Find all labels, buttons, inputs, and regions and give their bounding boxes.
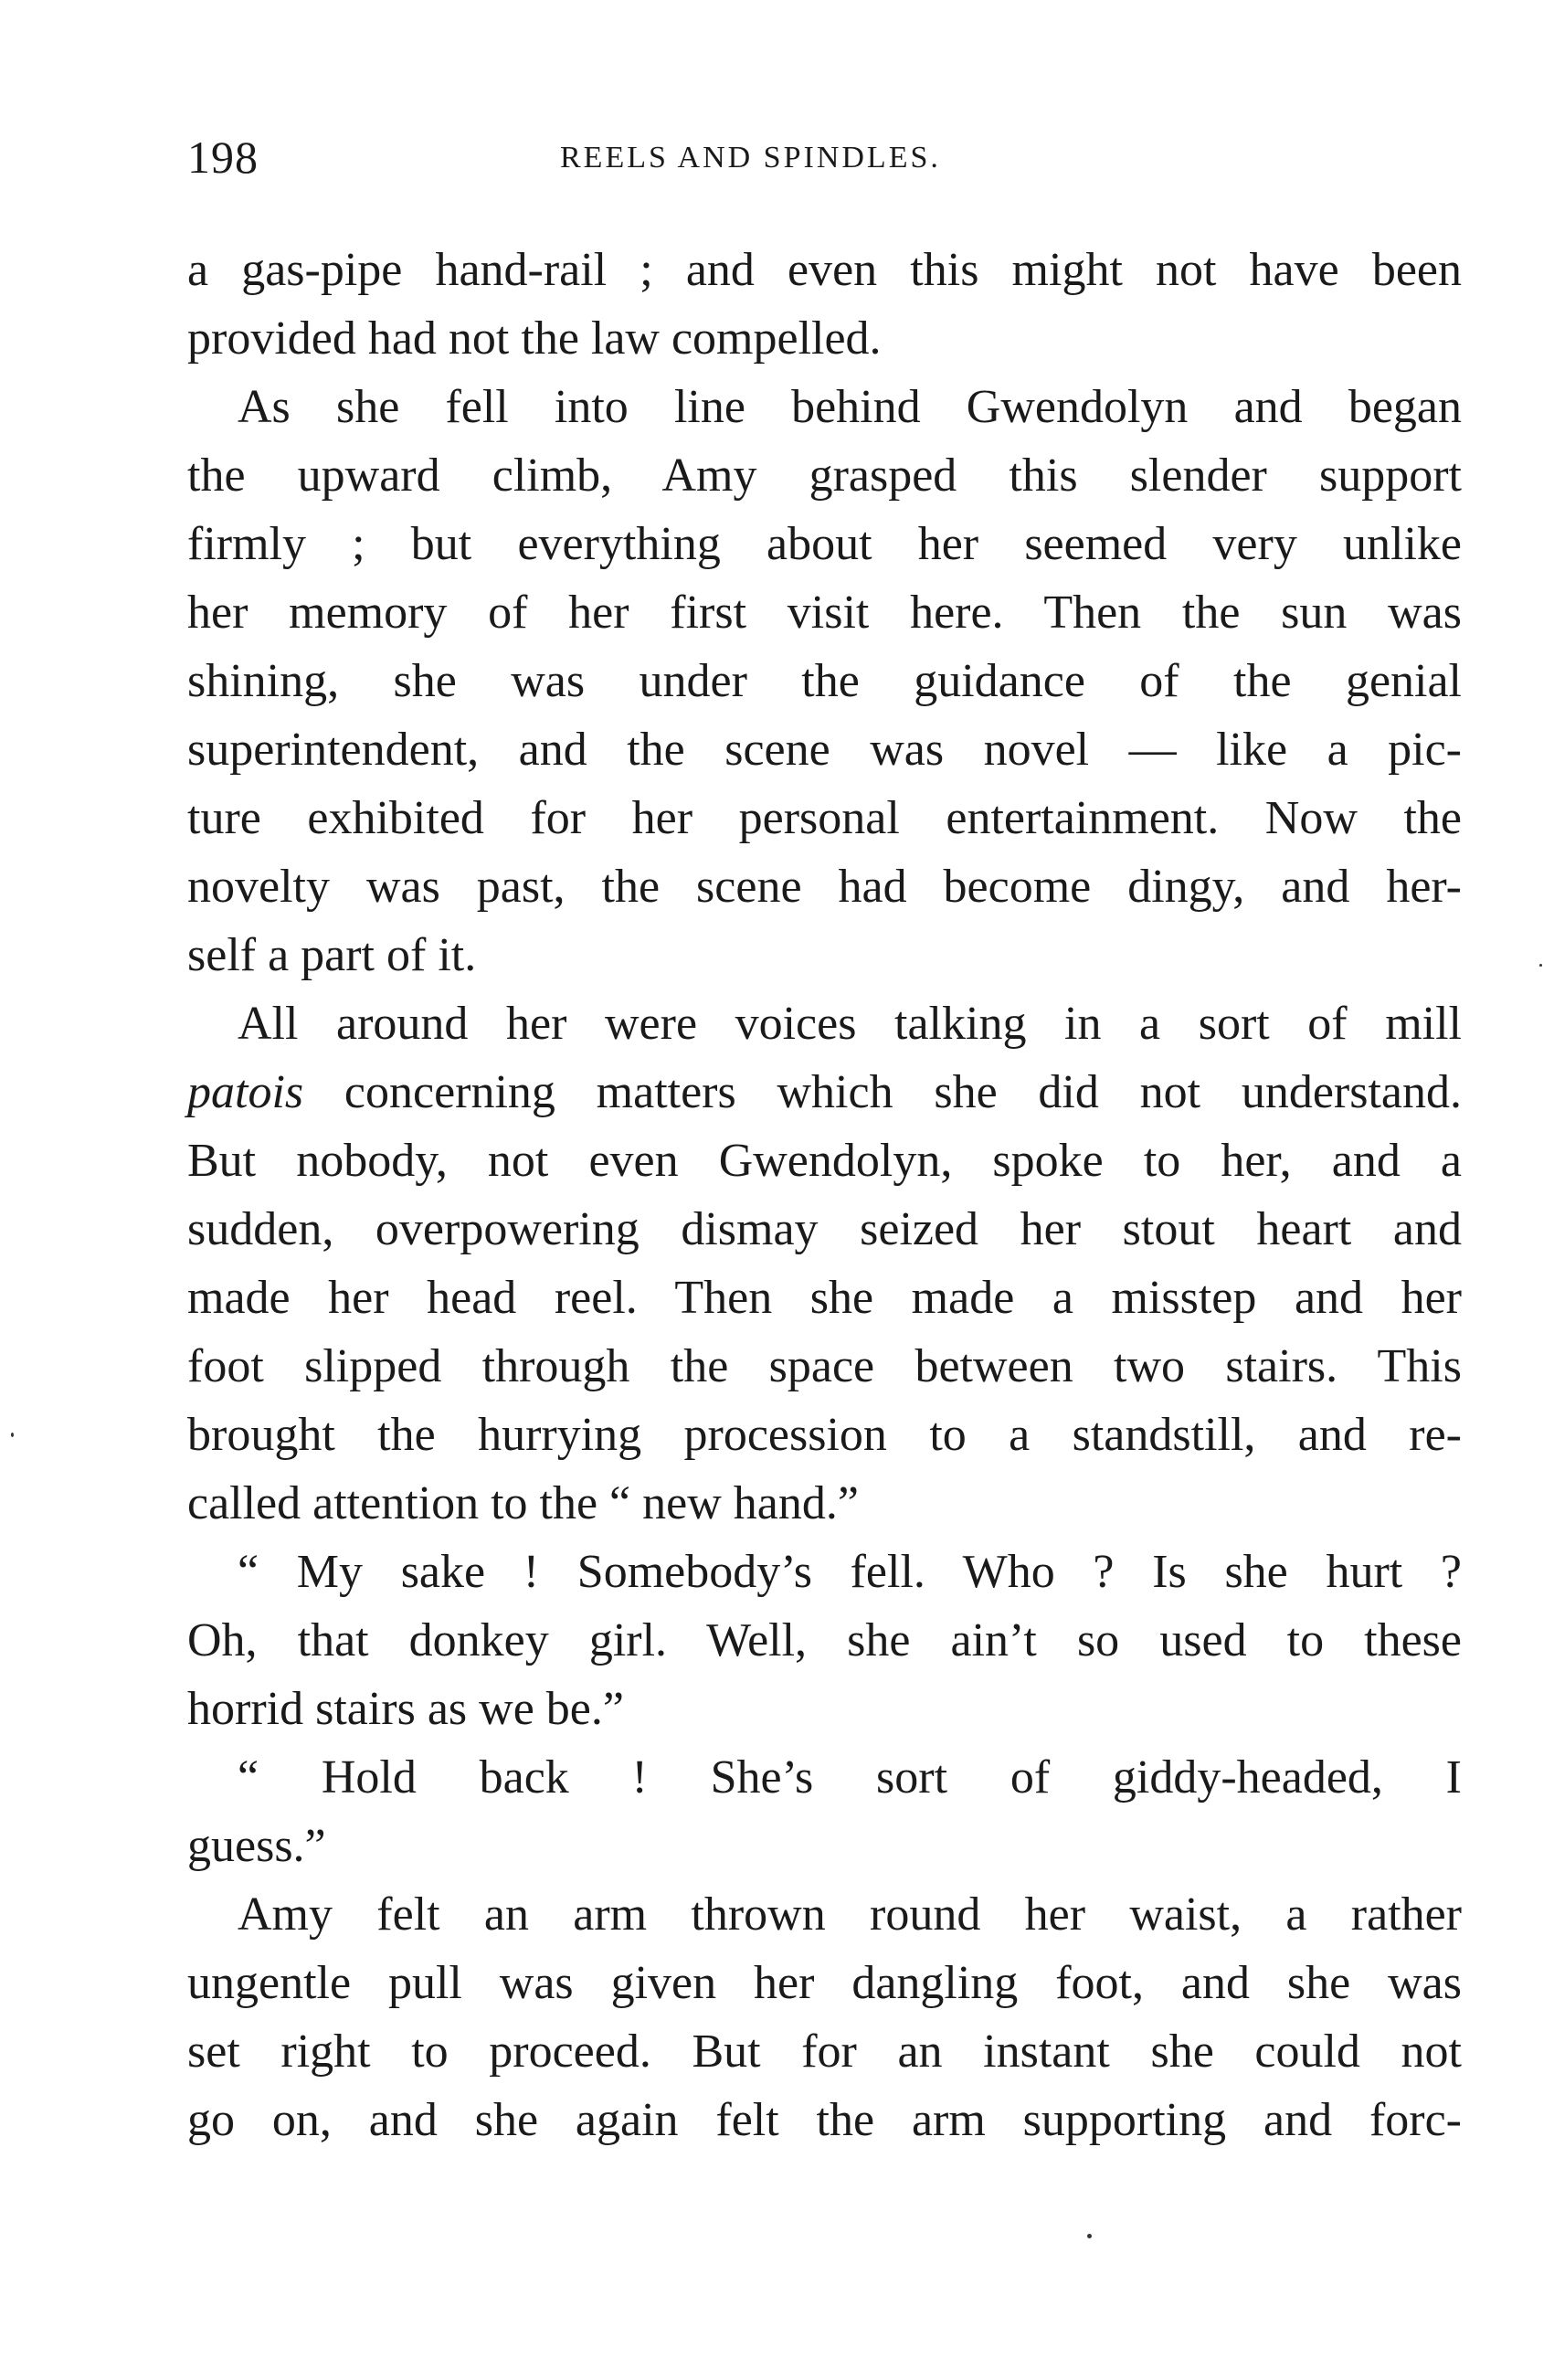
text-line: guess.” <box>187 1820 326 1872</box>
text-line: a gas-pipe hand-rail ; and even this might not have been <box>187 244 1462 296</box>
running-head <box>187 130 1462 185</box>
paragraph-4 <box>187 1538 1462 1743</box>
text-line: her memory of her first visit here. Then the sun was <box>187 587 1462 639</box>
text-line: the upward climb, Amy grasped this slender support <box>187 450 1462 502</box>
text-line: “ My sake ! Somebody’s fell. Who ? Is she hurt ? <box>238 1546 1462 1598</box>
paragraph-5 <box>187 1743 1462 1880</box>
text-line: Oh, that donkey girl. Well, she ain’t so used to these <box>187 1614 1462 1666</box>
text-line: “ Hold back ! She’s sort of giddy-headed, I <box>238 1751 1462 1804</box>
text-line: Amy felt an arm thrown round her waist, a rather <box>238 1888 1462 1941</box>
text-line: All around her were voices talking in a sort of mill <box>238 998 1462 1050</box>
text-run: concerning matters which she did not understand. <box>303 1066 1462 1118</box>
text-line: self a part of it. <box>187 929 477 981</box>
ink-speck <box>1539 964 1542 967</box>
text-line: But nobody, not even Gwendolyn, spoke to her, and a <box>187 1135 1462 1187</box>
text-line: go on, and she again felt the arm supporting and forc- <box>187 2094 1462 2146</box>
page-number: 198 <box>187 132 259 183</box>
paragraph-1 <box>187 236 1462 373</box>
text-line: called attention to the “ new hand.” <box>187 1477 859 1529</box>
text-line: foot slipped through the space between two stairs. This <box>187 1340 1462 1392</box>
text-line: ungentle pull was given her dangling foot, and she was <box>187 1957 1462 2009</box>
text-line: set right to proceed. But for an instant she could not <box>187 2026 1462 2078</box>
text-line: novelty was past, the scene had become dingy, and her- <box>187 861 1462 913</box>
running-title: REELS AND SPINDLES. <box>560 141 941 175</box>
paragraph-6 <box>187 1880 1462 2154</box>
text-line: provided had not the law compelled. <box>187 312 882 365</box>
text-line: superintendent, and the scene was novel — like a pic- <box>187 724 1462 776</box>
text-line: ture exhibited for her personal entertainment. Now the <box>187 792 1462 844</box>
body-text <box>187 236 1462 2154</box>
paragraph-3 <box>187 989 1462 1538</box>
paragraph-2 <box>187 373 1462 989</box>
text-line: made her head reel. Then she made a misstep and her <box>187 1272 1462 1324</box>
ink-speck <box>11 1433 14 1437</box>
text-line: As she fell into line behind Gwendolyn and began <box>238 381 1462 433</box>
text-line: sudden, overpowering dismay seized her stout heart and <box>187 1203 1462 1255</box>
text-line: brought the hurrying procession to a standstill, and re- <box>187 1409 1462 1461</box>
ink-speck <box>1087 2234 1092 2238</box>
text-line: firmly ; but everything about her seemed very unlike <box>187 518 1462 570</box>
text-line <box>187 1058 1462 1127</box>
text-line: horrid stairs as we be.” <box>187 1683 624 1735</box>
text-line: shining, she was under the guidance of the genial <box>187 655 1462 707</box>
italic-word: patois <box>187 1066 304 1118</box>
